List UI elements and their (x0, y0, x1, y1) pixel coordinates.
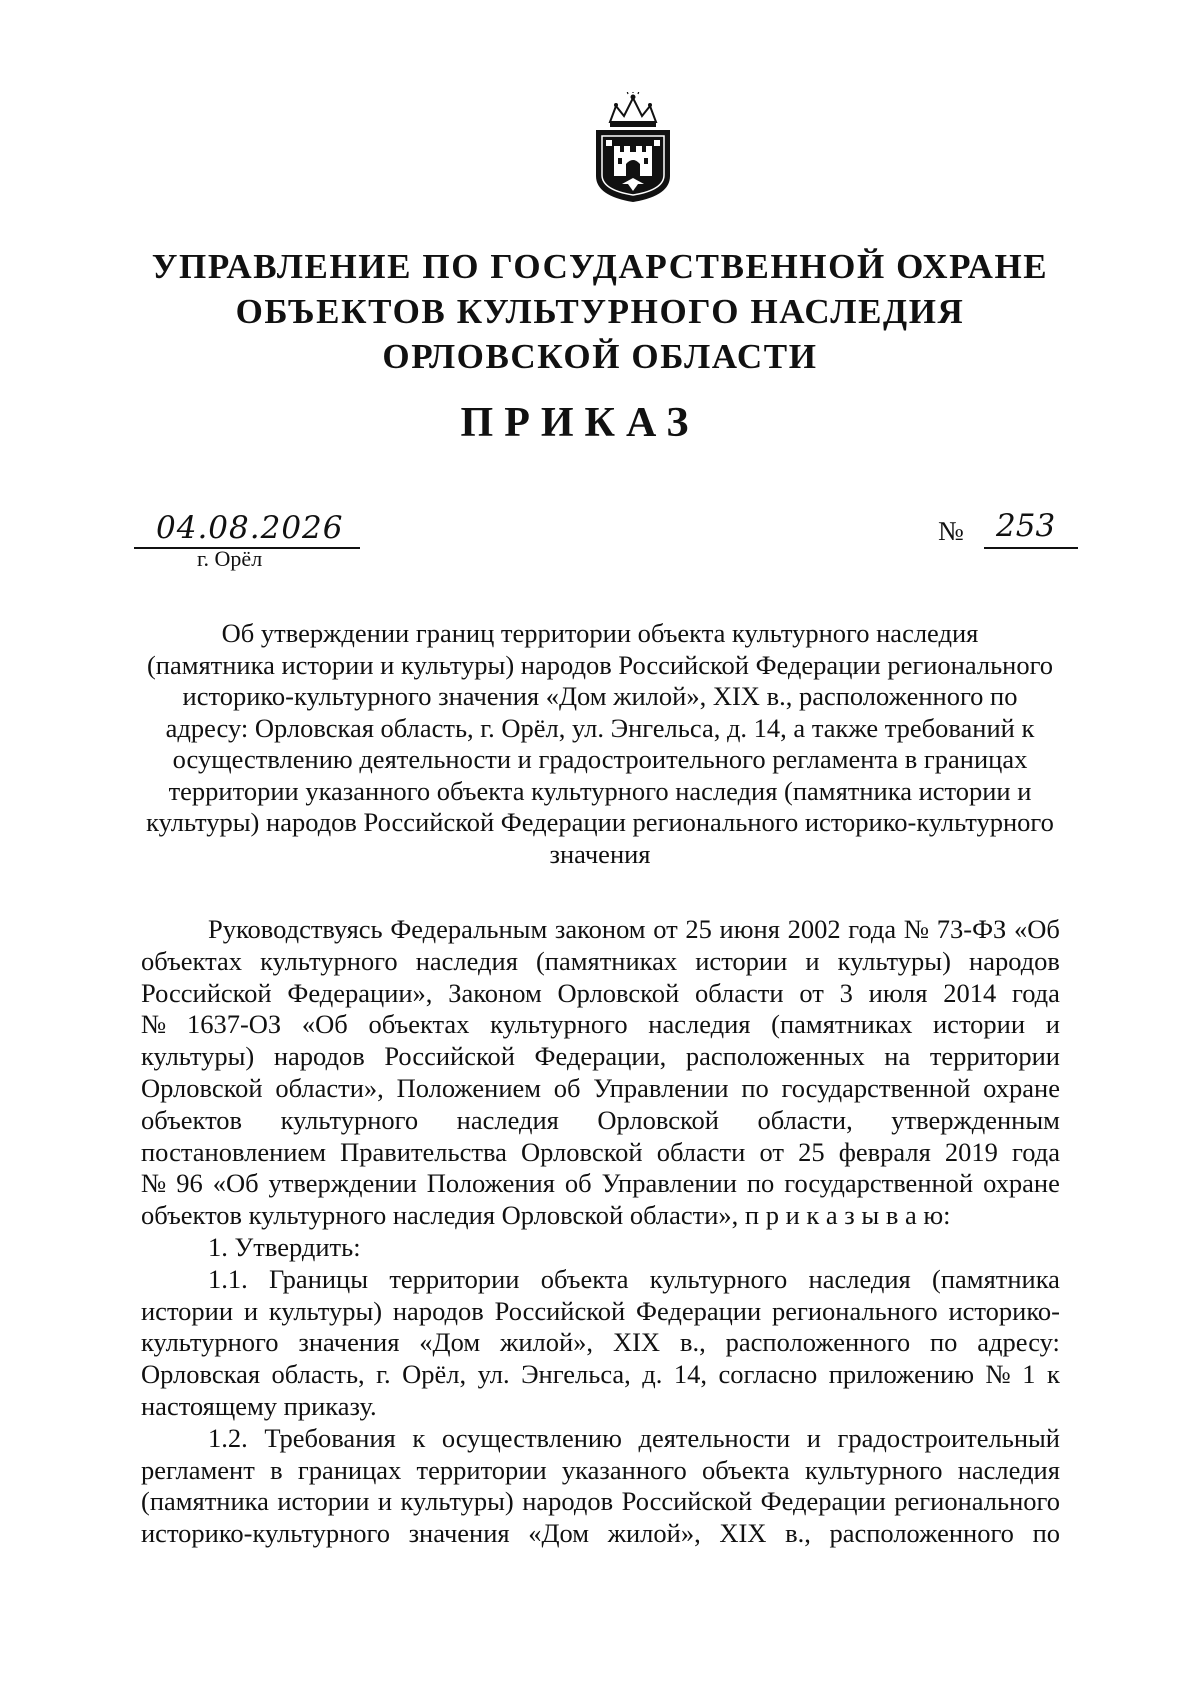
body-line (141, 1391, 1060, 1423)
organization-title-line: ОРЛОВСКОЙ ОБЛАСТИ (382, 337, 818, 376)
body-word: истории (277, 1486, 370, 1517)
body-word: (памятниках (535, 945, 678, 976)
body-word: и (806, 1422, 821, 1453)
body-word: и (377, 1486, 393, 1517)
body-word: объектов (141, 1104, 243, 1135)
city-name: г. Орёл (197, 546, 263, 571)
body-word: регламент (141, 1454, 255, 1485)
body-word: приложению (828, 1359, 975, 1390)
body-word: и (805, 945, 820, 976)
body-word: области (694, 977, 784, 1008)
body-word: истории (141, 1295, 234, 1326)
body-word: культуры) (837, 945, 951, 976)
body-word: Орловская (141, 1359, 261, 1390)
body-word: по (746, 1168, 775, 1199)
body-word: утверждении (268, 1168, 417, 1199)
body-word: народов (273, 1041, 365, 1072)
body-word: культурного (280, 1104, 419, 1135)
body-word: 2019 (944, 1136, 998, 1167)
body-word: 1.2. (208, 1422, 248, 1453)
body-word: № (903, 914, 930, 944)
body-word: № (141, 1009, 167, 1040)
body-word: объекта (701, 1454, 790, 1485)
body-word: Положением (396, 1072, 542, 1103)
body-word: наследия (957, 1454, 1060, 1485)
body-word: июля (868, 977, 928, 1008)
subject-line: территории указанного объекта культурного наследия (памятника истории и (168, 775, 1032, 806)
body-word: границах (297, 1454, 402, 1485)
body-word: территории (416, 1454, 547, 1485)
body-word: 3 (839, 977, 853, 1008)
body-word: 1.1. (208, 1263, 248, 1294)
body-word: осуществлению (441, 1422, 622, 1453)
body-word: регионального (771, 1295, 938, 1326)
handwritten-date: 04.08.2026 (156, 510, 344, 546)
orel-oblast-coat-of-arms-icon (588, 92, 678, 204)
body-word: Российской (494, 1295, 626, 1326)
body-line (141, 978, 1060, 1010)
body-word: утвержденным (891, 1104, 1060, 1135)
body-word: регионального (894, 1486, 1060, 1517)
body-line (141, 1137, 1060, 1169)
body-word: жилой», (607, 1518, 701, 1549)
body-word: историко-культурного (141, 1518, 390, 1549)
body-word: значения (408, 1518, 510, 1549)
order-number-block (938, 508, 1080, 552)
body-word: года (848, 914, 897, 944)
body-word: согласно (718, 1359, 818, 1390)
body-word: Управлении (593, 1072, 729, 1103)
body-word: наследия (415, 945, 518, 976)
body-word: Российской (384, 1041, 515, 1072)
body-line (141, 1105, 1060, 1137)
body-word: область, (271, 1359, 365, 1390)
body-line (141, 1200, 1060, 1232)
body-word: № (141, 1168, 167, 1199)
body-word: года (1011, 977, 1060, 1008)
subject-line: культуры) народов Российской Федерации регионального историко-культурного (146, 807, 1054, 837)
body-word: наследия (648, 1009, 751, 1040)
body-word: наследия (456, 1104, 559, 1135)
body-word: на (884, 1041, 911, 1072)
body-word: объекта (540, 1263, 629, 1294)
body-word: территории (929, 1041, 1060, 1072)
body-word: расположенного (725, 1327, 911, 1358)
body-line (141, 1327, 1060, 1359)
body-word: по (1032, 1518, 1060, 1549)
body-word: «Об (212, 1168, 259, 1199)
body-word: Законом (448, 977, 542, 1008)
subject-line: Об утверждении границ территории объекта культурного наследия (221, 618, 979, 648)
subject-line: (памятника истории и культуры) народов Российской Федерации регионального (146, 649, 1054, 680)
body-word: Управлении (601, 1168, 737, 1199)
body-word: Орловской (557, 977, 680, 1008)
body-word: д. (642, 1359, 663, 1390)
body-line (141, 1009, 1060, 1041)
body-word: территории (389, 1263, 520, 1294)
body-word: культурного (141, 1327, 279, 1358)
body-word: от (799, 977, 824, 1008)
body-word: Энгельса, (521, 1359, 631, 1390)
body-word: (памятника (141, 1486, 269, 1517)
body-line (141, 1359, 1060, 1391)
order-body (141, 914, 1060, 1550)
body-word: 2014 (943, 977, 997, 1008)
body-word: Орловской (597, 1104, 719, 1135)
body-word: охране (983, 1168, 1060, 1199)
body-word: от (759, 1136, 784, 1167)
body-word: расположенных (685, 1041, 865, 1072)
body-word: № (985, 1359, 1011, 1390)
body-word: области», (275, 1072, 384, 1103)
body-word: Федерации (636, 1295, 762, 1326)
body-word: 73-ФЗ (936, 914, 1007, 944)
organization-title-line: УПРАВЛЕНИЕ ПО ГОСУДАРСТВЕННОЙ ОХРАНЕ (151, 247, 1049, 286)
body-word: «Дом (419, 1327, 481, 1358)
body-line (141, 1232, 1060, 1264)
body-word: области (656, 1136, 746, 1167)
body-word: культурного (804, 1454, 943, 1485)
body-word: жилой», (500, 1327, 594, 1358)
body-word: в., (785, 1518, 811, 1549)
body-word: культурного (260, 945, 398, 976)
body-word: законом (554, 914, 646, 944)
body-line (141, 1486, 1060, 1518)
date-block (132, 508, 362, 571)
body-word: 2002 (787, 914, 841, 944)
handwritten-order-number: 253 (996, 508, 1056, 544)
body-word: деятельности (638, 1422, 791, 1453)
body-word: Федерации», (287, 977, 433, 1008)
body-word: Российской (621, 1486, 753, 1517)
body-word: в., (679, 1327, 706, 1358)
body-word: 1637-ОЗ (186, 1009, 282, 1040)
body-word: Российской (141, 977, 272, 1008)
body-line-text: объектов культурного наследия Орловской области», п р и к а з ы в а ю: (141, 1200, 951, 1231)
body-line (141, 1518, 1060, 1550)
body-word: адресу: (977, 1327, 1060, 1358)
body-word: культурного (490, 1009, 628, 1040)
body-word: об (553, 1072, 581, 1103)
body-line-text: настоящему приказу. (141, 1390, 377, 1421)
body-word: градостроительный (837, 1422, 1060, 1453)
body-word: Руководствуясь (208, 914, 383, 944)
document-type: ПРИКАЗ (460, 400, 700, 446)
body-word: народов (392, 1295, 484, 1326)
body-word: 25 (798, 1136, 825, 1167)
body-word: значения (298, 1327, 400, 1358)
body-word: 25 (685, 914, 712, 944)
body-word: 1 (1022, 1359, 1036, 1390)
body-word: по (741, 1072, 769, 1103)
body-word: и (1045, 1009, 1060, 1040)
body-word: 14, (673, 1359, 708, 1390)
body-line (141, 1296, 1060, 1328)
body-word: истории (933, 1009, 1026, 1040)
body-word: «Об (301, 1009, 348, 1040)
body-word: XIX (612, 1327, 661, 1358)
body-word: от (653, 914, 678, 944)
body-word: (памятниках (771, 1009, 913, 1040)
body-word: культурного (649, 1263, 788, 1294)
body-word: Требования (264, 1422, 396, 1453)
body-line (141, 1073, 1060, 1105)
body-line (141, 914, 1060, 946)
body-word: июня (719, 914, 780, 944)
body-word: «Дом (528, 1518, 590, 1549)
body-word: Границы (269, 1263, 369, 1294)
body-word: расположенного (829, 1518, 1014, 1549)
body-word: историко- (948, 1295, 1060, 1326)
body-line (141, 1168, 1060, 1200)
body-word: Правительства (340, 1136, 507, 1167)
body-word: народов (969, 945, 1060, 976)
body-word: народов (522, 1486, 614, 1517)
body-word: Орловской (521, 1136, 643, 1167)
number-sign: № (938, 516, 964, 546)
body-line (141, 1423, 1060, 1455)
body-word: объектах (141, 945, 242, 976)
body-word: «Об (1013, 914, 1060, 944)
body-word: Орловской (141, 1072, 263, 1103)
body-word: культуры) (141, 1041, 255, 1072)
subject-line: осуществлению деятельности и градостроительного регламента в границах (172, 744, 1028, 774)
body-line (141, 1041, 1060, 1073)
body-word: Орёл, (402, 1359, 467, 1390)
body-word: 96 (176, 1168, 203, 1199)
body-word: области, (757, 1104, 853, 1135)
body-word: года (1012, 1136, 1060, 1167)
organization-title-line: ОБЪЕКТОВ КУЛЬТУРНОГО НАСЛЕДИЯ (235, 292, 965, 331)
body-word: к (412, 1422, 426, 1453)
body-word: об (564, 1168, 592, 1199)
body-word: Положения (426, 1168, 555, 1199)
subject-line: значения (549, 838, 651, 869)
body-word: ул. (477, 1359, 510, 1390)
body-word: XIX (719, 1518, 767, 1549)
organization-title (140, 244, 1060, 379)
body-word: (памятника (932, 1263, 1060, 1294)
body-word: указанного (561, 1454, 687, 1485)
body-line (141, 1455, 1060, 1487)
body-word: Федеральным (390, 914, 548, 944)
order-subject (140, 618, 1060, 870)
body-word: по (929, 1327, 958, 1358)
body-line (141, 1264, 1060, 1296)
body-word: и (243, 1295, 259, 1326)
body-word: Федерации, (534, 1041, 667, 1072)
body-line-text: 1. Утвердить: (208, 1231, 361, 1262)
body-word: к (1047, 1359, 1060, 1390)
body-word: объектах (368, 1009, 470, 1040)
body-line (141, 946, 1060, 978)
body-word: культуры) (400, 1486, 514, 1517)
body-word: государственной (781, 1072, 971, 1103)
subject-line: адресу: Орловская область, г. Орёл, ул. Энгельса, д. 14, а также требований к (165, 712, 1035, 743)
body-word: г. (376, 1359, 391, 1390)
body-word: охране (983, 1072, 1060, 1103)
body-word: в (270, 1454, 283, 1485)
subject-line: историко-культурного значения «Дом жилой», XIX в., расположенного по (182, 681, 1018, 711)
body-word: наследия (808, 1263, 911, 1294)
body-word: февраля (838, 1136, 931, 1167)
body-word: истории (695, 945, 788, 976)
body-word: культуры) (268, 1295, 383, 1326)
body-word: постановлением (141, 1136, 326, 1167)
body-word: государственной (784, 1168, 974, 1199)
number-underline (984, 547, 1078, 549)
body-word: Федерации (760, 1486, 886, 1517)
